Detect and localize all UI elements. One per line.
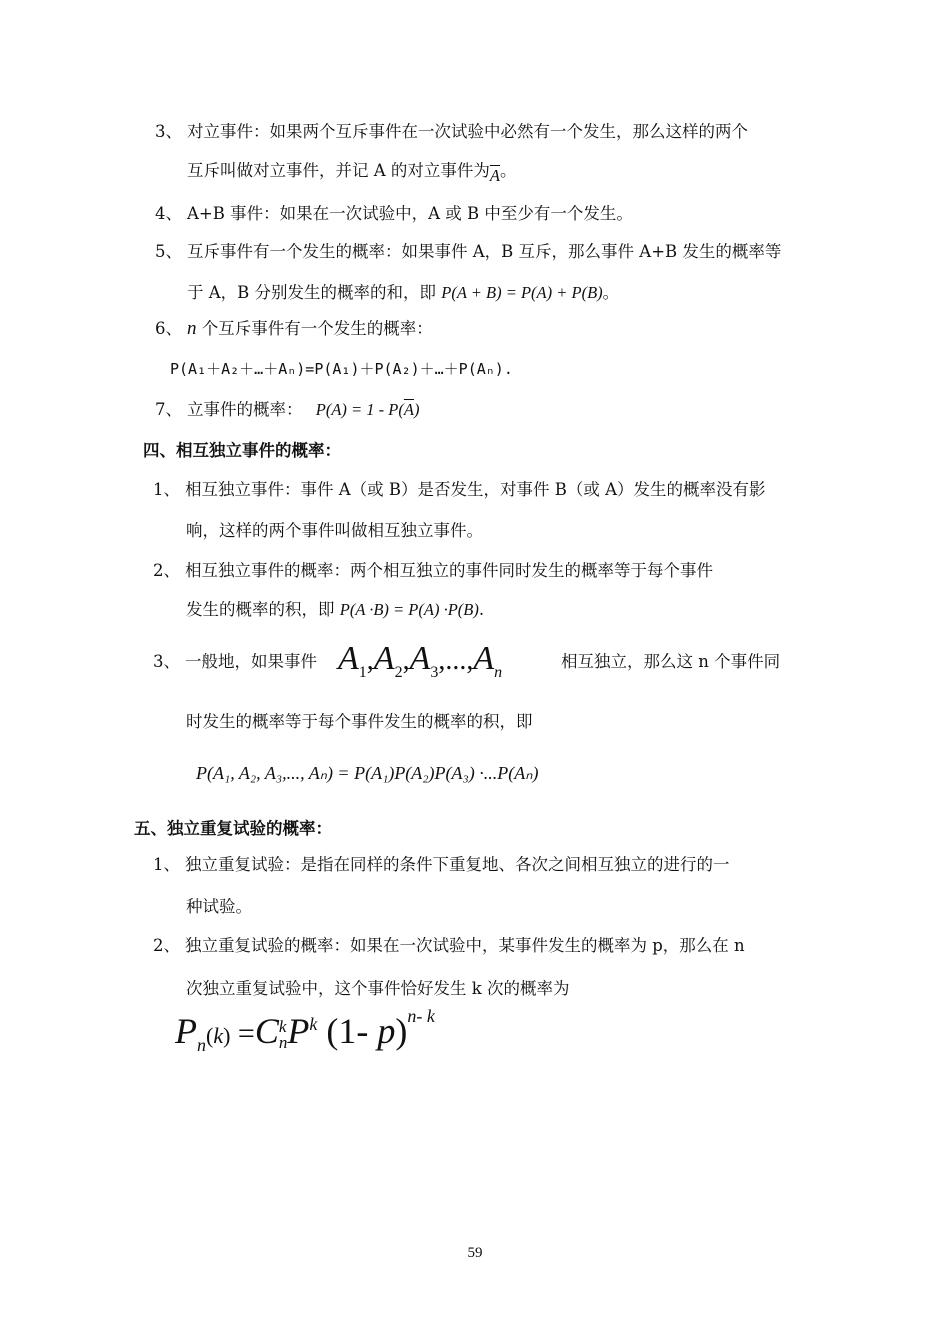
formula-part: P(A) = 1 - P( bbox=[315, 400, 404, 419]
section-4-heading: 四、相互独立事件的概率： bbox=[143, 441, 341, 460]
item-4-line-1 bbox=[155, 203, 633, 225]
text: 独立重复试验的概率：如果在一次试验中，某事件发生的概率为 p，那么在 n bbox=[185, 936, 745, 955]
events-sequence: $A_1,A_2,A_3,...,A_n$ bbox=[338, 640, 503, 681]
text: 立事件的概率： bbox=[187, 400, 303, 419]
text: 一般地，如果事件 bbox=[185, 652, 317, 671]
section-5-heading: 五、独立重复试验的概率： bbox=[134, 819, 332, 838]
sec4-item-2-line-1 bbox=[153, 560, 713, 582]
text: 相互独立事件：事件 A（或 B）是否发生，对事件 B（或 A）发生的概率没有影 bbox=[185, 480, 766, 499]
sec5-item-2-line-1 bbox=[153, 935, 745, 957]
text: 发生的概率的积，即 bbox=[186, 600, 335, 619]
text: 于 A，B 分别发生的概率的和，即 bbox=[187, 283, 437, 302]
formula-complement bbox=[316, 400, 420, 419]
item-7-line-1 bbox=[155, 399, 419, 421]
sec5-item-1-line-1 bbox=[153, 854, 730, 876]
text: 种试验。 bbox=[186, 897, 252, 916]
text: 相互独立，那么这 n 个事件同 bbox=[561, 652, 781, 671]
item-number: 3、 bbox=[153, 652, 180, 671]
sec4-item-3-line-2 bbox=[186, 711, 533, 733]
text: 响，这样的两个事件叫做相互独立事件。 bbox=[186, 521, 483, 540]
text: 互斥事件有一个发生的概率：如果事件 A，B 互斥，那么事件 A+B 发生的概率等 bbox=[187, 242, 782, 261]
event-a2: $A_2$ bbox=[373, 640, 403, 681]
item-number: 1、 bbox=[153, 855, 180, 874]
sec5-item-2-line-2 bbox=[186, 978, 570, 1000]
event-a1: $A_1$ bbox=[338, 640, 367, 681]
item-number: 7、 bbox=[155, 400, 182, 419]
binomial-formula: $P_n(k) =C$ k n $P^k$ (1- p)$^{n- k}$ bbox=[175, 1006, 435, 1056]
item-6-formula bbox=[170, 358, 513, 380]
text: 互斥叫做对立事件，并记 A 的对立事件为 bbox=[187, 161, 490, 180]
text: . bbox=[478, 600, 485, 619]
item-3-line-2 bbox=[187, 160, 517, 185]
formula-independent-product: P(A₁, A₂, A₃,..., Aₙ) = P(A₁)P(A₂)P(A₃) ·...P(Aₙ) bbox=[196, 763, 539, 783]
item-number: 1、 bbox=[153, 480, 180, 499]
sec4-item-3-line-1-tail bbox=[561, 651, 780, 673]
item-3-line-1 bbox=[155, 121, 748, 143]
text: 时发生的概率等于每个事件发生的概率的积，即 bbox=[186, 712, 533, 731]
sec4-item-3-line-1 bbox=[153, 651, 317, 673]
text: 个互斥事件有一个发生的概率： bbox=[201, 319, 433, 338]
text: A+B 事件：如果在一次试验中，A 或 B 中至少有一个发生。 bbox=[187, 204, 633, 223]
formula-product-rule: P(A ·B) = P(A) ·P(B) bbox=[339, 600, 479, 619]
sec4-item-1-line-2 bbox=[186, 520, 483, 542]
sec4-item-3-formula bbox=[196, 762, 538, 785]
item-6-line-1 bbox=[155, 318, 433, 340]
formula-part: $\overline{A}$ bbox=[403, 400, 414, 419]
item-number: 5、 bbox=[155, 242, 182, 261]
item-5-line-1 bbox=[155, 241, 781, 263]
formula-sum-rule: P(A + B) = P(A) + P(B) bbox=[441, 283, 603, 302]
text: 相互独立事件的概率：两个相互独立的事件同时发生的概率等于每个事件 bbox=[185, 561, 713, 580]
event-a3: $A_3$ bbox=[409, 640, 439, 681]
item-number: 3、 bbox=[155, 122, 182, 141]
sec4-item-1-line-1 bbox=[153, 479, 766, 501]
item-5-line-2 bbox=[187, 282, 619, 304]
formula-n-events: P(A₁＋A₂＋…＋Aₙ)=P(A₁)＋P(A₂)＋…＋P(Aₙ). bbox=[170, 360, 513, 378]
sec5-item-1-line-2 bbox=[186, 896, 252, 918]
item-number: 2、 bbox=[153, 936, 180, 955]
text: 次独立重复试验中，这个事件恰好发生 k 次的概率为 bbox=[186, 979, 570, 998]
text: 独立重复试验：是指在同样的条件下重复地、各次之间相互独立的进行的一 bbox=[185, 855, 730, 874]
complement-a: $\overline{A}$ bbox=[489, 166, 500, 185]
text: 对立事件：如果两个互斥事件在一次试验中必然有一个发生，那么这样的两个 bbox=[187, 122, 748, 141]
sec4-item-2-line-2 bbox=[186, 599, 484, 621]
formula-part: ) bbox=[413, 400, 420, 419]
event-an: $A_n$ bbox=[473, 640, 503, 681]
page-number: 59 bbox=[467, 1245, 483, 1261]
item-number: 6、 bbox=[155, 319, 182, 338]
item-number: 2、 bbox=[153, 561, 180, 580]
item-number: 4、 bbox=[155, 204, 182, 223]
variable-n: n bbox=[187, 318, 197, 339]
text: 。 bbox=[602, 283, 620, 302]
text: 。 bbox=[500, 161, 517, 180]
